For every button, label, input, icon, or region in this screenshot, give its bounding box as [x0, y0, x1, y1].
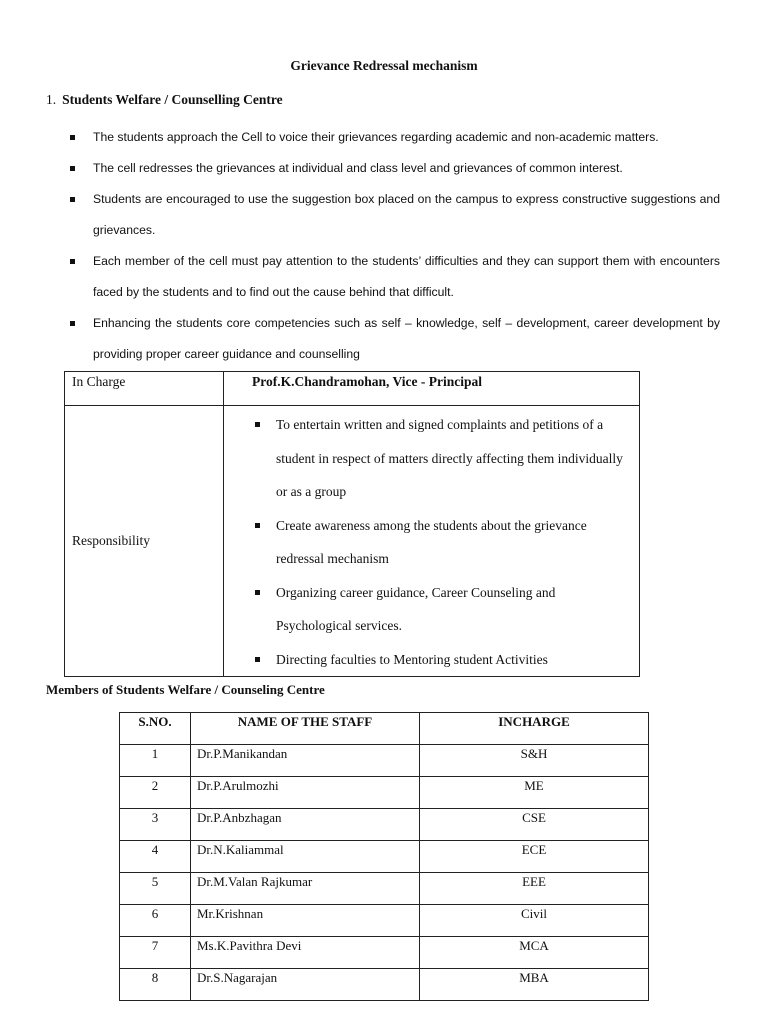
cell-incharge: MBA	[420, 969, 649, 1001]
list-item-text: Enhancing the students core competencies such as self – knowledge, self – development, career development by providing proper career guidance and counselling	[93, 316, 720, 361]
list-item-text: Create awareness among the students about the grievance redressal mechanism	[276, 517, 587, 566]
cell-incharge: CSE	[420, 809, 649, 841]
column-header-incharge: INCHARGE	[420, 713, 649, 745]
cell-name: Ms.K.Pavithra Devi	[191, 937, 420, 969]
cell-sno: 5	[120, 873, 191, 905]
cell-incharge: MCA	[420, 937, 649, 969]
column-header-sno: S.NO.	[120, 713, 191, 745]
list-item-text: Directing faculties to Mentoring student Activities	[276, 651, 548, 667]
list-item-text: The cell redresses the grievances at individual and class level and grievances of common interest.	[93, 161, 623, 175]
cell-sno: 3	[120, 809, 191, 841]
document-title: Grievance Redressal mechanism	[290, 58, 478, 73]
incharge-table	[64, 371, 640, 677]
responsibility-list	[252, 408, 629, 676]
cell-sno: 6	[120, 905, 191, 937]
cell-incharge: EEE	[420, 873, 649, 905]
table-row	[120, 937, 649, 969]
list-item	[252, 509, 629, 576]
section-heading-text: Students Welfare / Counselling Centre	[62, 92, 283, 107]
incharge-label: In Charge	[65, 372, 224, 406]
bullet-square-icon	[70, 135, 75, 140]
bullet-square-icon	[70, 321, 75, 326]
cell-incharge: ECE	[420, 841, 649, 873]
table-row	[120, 777, 649, 809]
list-item-text: Students are encouraged to use the suggestion box placed on the campus to express constructive suggestions and grievances.	[93, 192, 720, 237]
bullet-square-icon	[255, 590, 260, 595]
list-item	[68, 308, 720, 370]
table-header-row	[120, 713, 649, 745]
cell-sno: 2	[120, 777, 191, 809]
cell-sno: 8	[120, 969, 191, 1001]
incharge-row	[65, 372, 640, 406]
grievance-bullet-list	[68, 122, 720, 370]
cell-name: Dr.S.Nagarajan	[191, 969, 420, 1001]
bullet-square-icon	[70, 166, 75, 171]
cell-incharge: ME	[420, 777, 649, 809]
cell-sno: 7	[120, 937, 191, 969]
list-item	[68, 246, 720, 308]
cell-name: Dr.P.Arulmozhi	[191, 777, 420, 809]
table-row	[120, 969, 649, 1001]
cell-incharge: Civil	[420, 905, 649, 937]
list-item	[68, 184, 720, 246]
cell-name: Mr.Krishnan	[191, 905, 420, 937]
list-item-text: To entertain written and signed complaints and petitions of a student in respect of matters directly affecting them individually or as a group	[276, 417, 623, 499]
list-item	[68, 122, 720, 153]
cell-sno: 4	[120, 841, 191, 873]
cell-sno: 1	[120, 745, 191, 777]
cell-incharge: S&H	[420, 745, 649, 777]
responsibility-row	[65, 406, 640, 677]
cell-name: Dr.N.Kaliammal	[191, 841, 420, 873]
table-row	[120, 873, 649, 905]
table-row	[120, 745, 649, 777]
list-item	[252, 643, 629, 677]
responsibility-cell	[224, 406, 640, 677]
bullet-square-icon	[255, 523, 260, 528]
bullet-square-icon	[70, 197, 75, 202]
section-number: 1.	[46, 92, 57, 107]
table-row	[120, 809, 649, 841]
list-item-text: The students approach the Cell to voice their grievances regarding academic and non-academic matters.	[93, 130, 659, 144]
bullet-square-icon	[255, 657, 260, 662]
members-heading: Members of Students Welfare / Counseling Centre	[46, 682, 325, 697]
incharge-name: Prof.K.Chandramohan, Vice - Principal	[224, 372, 640, 406]
responsibility-label: Responsibility	[65, 406, 224, 677]
cell-name: Dr.M.Valan Rajkumar	[191, 873, 420, 905]
list-item	[252, 408, 629, 509]
list-item	[68, 153, 720, 184]
cell-name: Dr.P.Anbzhagan	[191, 809, 420, 841]
bullet-square-icon	[255, 422, 260, 427]
table-row	[120, 841, 649, 873]
cell-name: Dr.P.Manikandan	[191, 745, 420, 777]
list-item	[252, 576, 629, 643]
list-item-text: Organizing career guidance, Career Counseling and Psychological services.	[276, 584, 556, 633]
staff-table	[119, 712, 649, 1001]
section-heading	[46, 92, 283, 108]
table-row	[120, 905, 649, 937]
list-item-text: Each member of the cell must pay attention to the students’ difficulties and they can support them with encounters faced by the students and to find out the cause behind that difficult.	[93, 254, 720, 299]
bullet-square-icon	[70, 259, 75, 264]
column-header-name: NAME OF THE STAFF	[191, 713, 420, 745]
